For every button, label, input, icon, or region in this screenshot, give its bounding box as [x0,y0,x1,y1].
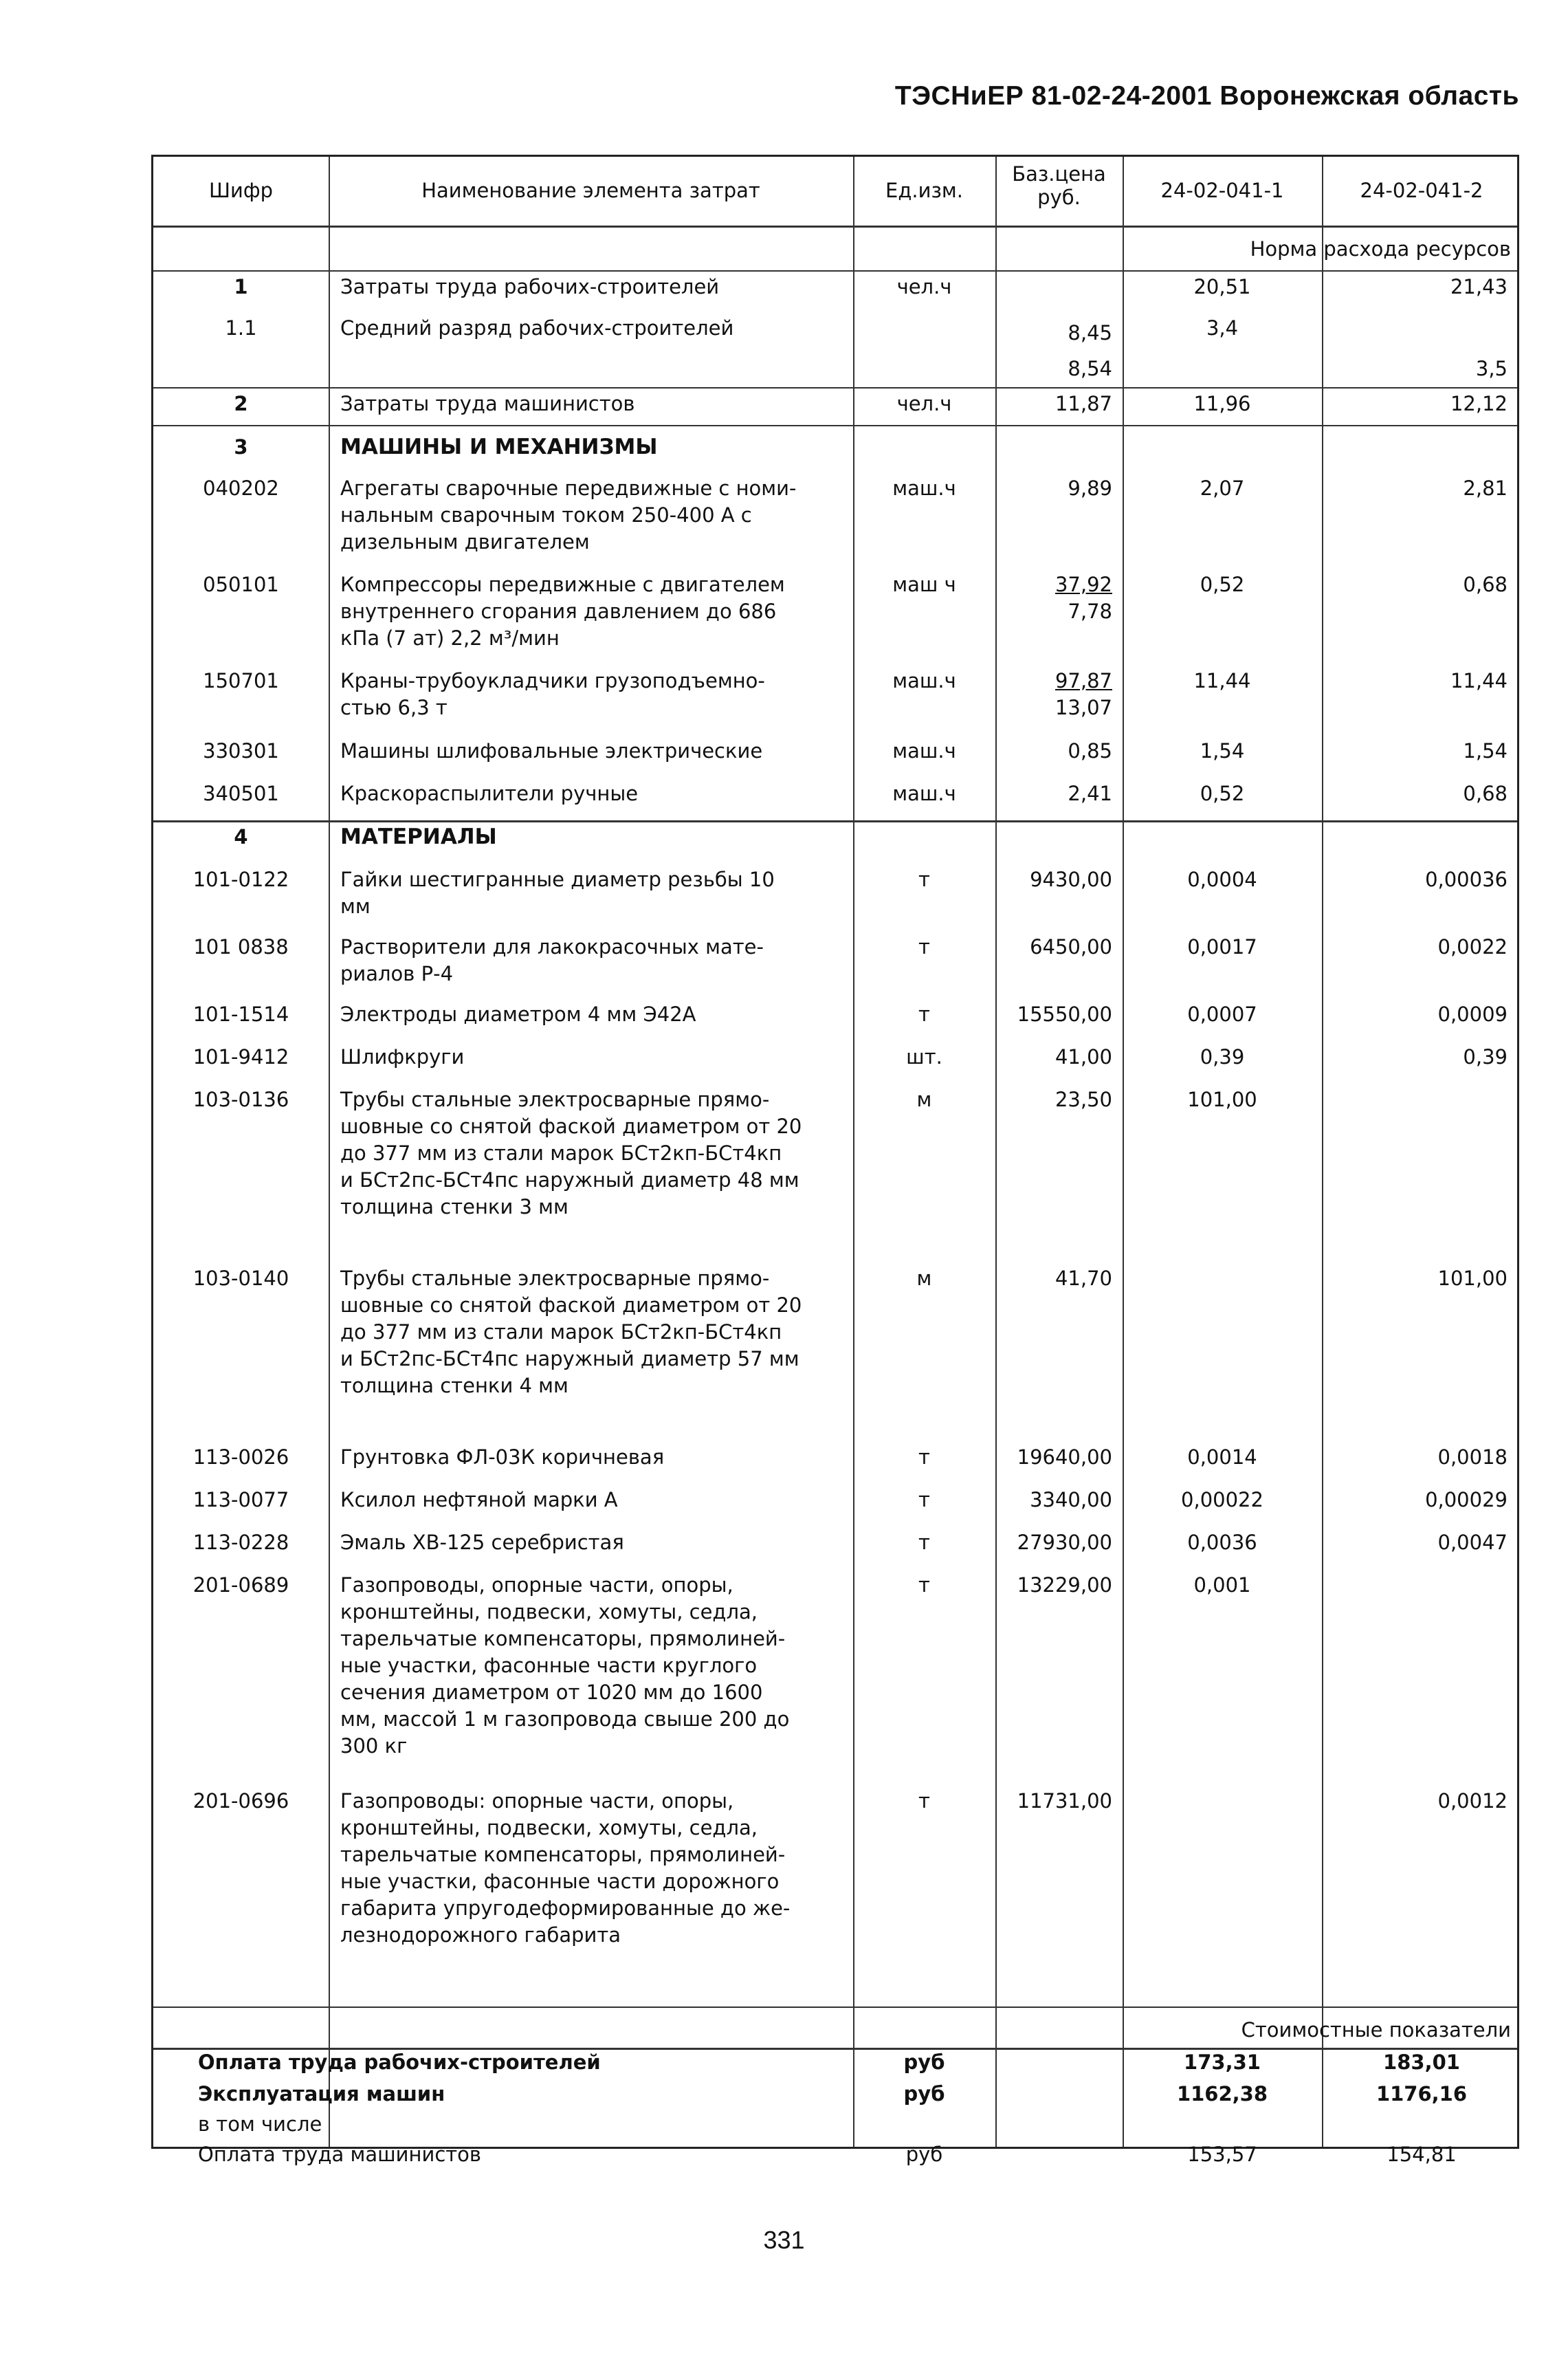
row-code: 340501 [203,782,279,805]
row-price: 15550,00 [1017,1003,1112,1026]
row-value-col1: 0,0036 [1187,1531,1257,1554]
row-value-col1: 2,07 [1200,477,1245,500]
row-unit: т [918,1488,930,1511]
column-header-code: Шифр [208,179,274,202]
row-price: 6450,00 [1030,935,1112,959]
row-value-col1: 0,39 [1200,1045,1245,1069]
row-value-col2: 0,0009 [1437,1003,1508,1026]
total-value-col2: 1176,16 [1376,2082,1468,2106]
row-code: 150701 [203,669,279,692]
row-name: Газопроводы, опорные части, опоры, кронштейны, подвески, хомуты, седла, тарельчатые компенсаторы, прямолиней- ные участки, фасонные части круглого сечения диаметром от 1020 мм до 1600 мм, массой 1 м газопровода свыше 200 до 300 кг [340,1573,790,1758]
row-value-col2: 0,0012 [1437,1789,1508,1813]
row-value-col2: 11,44 [1450,669,1508,692]
row-unit: шт. [906,1045,942,1069]
row-value-col2: 0,68 [1463,782,1508,805]
norms-header: Норма расхода ресурсов [1250,237,1511,261]
section-title: МАШИНЫ И МЕХАНИЗМЫ [340,435,658,459]
total-value-col1: 1162,38 [1176,2082,1268,2106]
row-name: Гайки шестигранные диаметр резьбы 10 мм [340,868,775,918]
row-value-col1: 0,00022 [1181,1488,1263,1511]
row-name: Машины шлифовальные электрические [340,739,763,763]
section-title: МАТЕРИАЛЫ [340,824,497,849]
row-name: Трубы стальные электросварные прямо- шовные со снятой фаской диаметром от 20 до 377 мм из стали марок БСт2кп-БСт4кп и БСт2пс-БСт4пс наружный диаметр 57 мм толщина стенки 4 мм [340,1267,802,1397]
column-divider [1322,157,1323,2147]
row-price: 37,92 [1054,573,1112,596]
row-code: 040202 [203,477,279,500]
row-unit: чел.ч [896,392,952,415]
row-code: 1.1 [225,316,257,340]
row-value-col1: 0,52 [1200,782,1245,805]
row-value-col2: 0,0022 [1437,935,1508,959]
row-name: Затраты труда рабочих-строителей [340,275,720,298]
row-name: Эмаль ХВ-125 серебристая [340,1531,624,1554]
row-price: 9,89 [1068,477,1112,500]
row-name: Газопроводы: опорные части, опоры, кронштейны, подвески, хомуты, седла, тарельчатые компенсаторы, прямолиней- ные участки, фасонные части дорожного габарита упругодеформированные до же- лезнодорожного габарита [340,1789,791,1947]
row-unit: т [918,1531,930,1554]
row-unit: чел.ч [896,275,952,298]
total-unit: руб [903,2082,945,2106]
row-price: 11731,00 [1017,1789,1112,1813]
row-price: 3340,00 [1030,1488,1112,1511]
total-label: Оплата труда машинистов [198,2143,481,2166]
column-divider [329,157,330,2147]
row-unit: т [918,1445,930,1469]
row-code: 103-0140 [192,1267,289,1290]
row-unit: маш.ч [892,782,956,805]
row-name: Ксилол нефтяной марки А [340,1488,618,1511]
row-price: 8,45 8,54 [1068,321,1112,380]
section-code: 3 [234,435,248,459]
total-label: Эксплуатация машин [198,2082,445,2106]
row-price-secondary: 7,78 [1068,600,1112,623]
row-value-col1: 1,54 [1200,739,1245,763]
row-name: Агрегаты сварочные передвижные с номи- нальным сварочным током 250-400 А с дизельным двигателем [340,477,797,554]
total-value-col2: 154,81 [1387,2143,1457,2166]
row-price-secondary: 13,07 [1054,696,1112,719]
row-name: Грунтовка ФЛ-03К коричневая [340,1445,665,1469]
row-value-col2: 21,43 [1450,275,1508,298]
row-price: 11,87 [1054,392,1112,415]
section-divider [153,425,1517,426]
row-value-col2: 0,39 [1463,1045,1508,1069]
total-unit: руб [905,2143,943,2166]
row-value-col1: 0,001 [1193,1573,1251,1597]
row-price: 13229,00 [1017,1573,1112,1597]
row-value-col2: 0,0018 [1437,1445,1508,1469]
row-value-col2: 0,0047 [1437,1531,1508,1554]
row-code: 101-1514 [192,1003,289,1026]
row-value-col1: 11,44 [1193,669,1251,692]
row-value-col1: 20,51 [1193,275,1251,298]
row-name: Растворители для лакокрасочных мате- риалов Р-4 [340,935,764,985]
row-name: Краскораспылители ручные [340,782,639,805]
section-divider [153,270,1517,272]
column-header-price: Баз.цена руб. [1012,162,1106,209]
row-value-col1: 0,52 [1200,573,1245,596]
row-code: 103-0136 [192,1088,289,1111]
row-value-col2: 0,00036 [1425,868,1508,891]
row-code: 101-0122 [192,868,289,891]
row-code: 201-0696 [192,1789,289,1813]
row-code: 113-0228 [192,1531,289,1554]
row-value-col2: 12,12 [1450,392,1508,415]
page-number: 331 [763,2226,805,2254]
row-code: 050101 [203,573,279,596]
row-name: Средний разряд рабочих-строителей [340,316,734,340]
row-unit: т [918,868,930,891]
row-price: 41,00 [1054,1045,1112,1069]
section-divider [153,2006,1517,2008]
row-name: Трубы стальные электросварные прямо- шовные со снятой фаской диаметром от 20 до 377 мм из стали марок БСт2кп-БСт4кп и БСт2пс-БСт4пс наружный диаметр 48 мм толщина стенки 3 мм [340,1088,802,1218]
total-label: Оплата труда рабочих-строителей [198,2051,601,2074]
cost-header: Стоимостные показатели [1241,2018,1511,2042]
row-value-col2: 0,00029 [1425,1488,1508,1511]
row-price: 2,41 [1068,782,1112,805]
row-value-col2: 1,54 [1463,739,1508,763]
row-unit: т [918,1003,930,1026]
row-price: 19640,00 [1017,1445,1112,1469]
row-code: 201-0689 [192,1573,289,1597]
row-price: 23,50 [1054,1088,1112,1111]
row-code: 330301 [203,739,279,763]
total-value-col1: 153,57 [1187,2143,1257,2166]
row-price: 9430,00 [1030,868,1112,891]
total-unit: руб [903,2051,945,2074]
section-divider [153,820,1517,822]
row-code: 113-0077 [192,1488,289,1511]
row-price: 0,85 [1068,739,1112,763]
row-unit: маш.ч [892,669,956,692]
column-header-col1: 24-02-041-1 [1160,179,1284,202]
row-name: Электроды диаметром 4 мм Э42А [340,1003,696,1026]
row-value-col1: 11,96 [1193,392,1251,415]
row-code: 1 [234,275,248,298]
row-code: 113-0026 [192,1445,289,1469]
row-value-col1: 0,0007 [1187,1003,1257,1026]
row-name: Затраты труда машинистов [340,392,635,415]
row-value-col2: 0,68 [1463,573,1508,596]
column-header-col2: 24-02-041-2 [1360,179,1483,202]
row-price: 97,87 [1054,669,1112,692]
section-divider [153,387,1517,389]
row-unit: т [918,1789,930,1813]
row-value-col1: 101,00 [1187,1088,1257,1111]
total-value-col2: 183,01 [1383,2051,1460,2074]
row-code: 2 [234,392,248,415]
row-value-col1: 3,4 [1206,316,1239,340]
row-unit: т [918,935,930,959]
total-value-col1: 173,31 [1184,2051,1261,2074]
column-divider [1123,157,1124,2147]
row-unit: м [916,1267,932,1290]
page-header: ТЭСНиЕР 81-02-24-2001 Воронежская область [894,81,1519,111]
row-value-col2: 2,81 [1463,477,1508,500]
row-unit: т [918,1573,930,1597]
row-code: 101 0838 [193,935,289,959]
row-price: 41,70 [1054,1267,1112,1290]
column-header-unit: Ед.изм. [885,179,963,202]
row-value-col2: 101,00 [1437,1267,1508,1290]
row-value-col2: 3,5 [1475,357,1508,380]
row-value-col1: 0,0004 [1187,868,1257,891]
row-unit: маш.ч [892,477,956,500]
row-name: Компрессоры передвижные с двигателем внутреннего сгорания давлением до 686 кПа (7 ат) 2,2 м³/мин [340,573,785,650]
row-unit: маш ч [892,573,956,596]
row-name: Краны-трубоукладчики грузоподъемно- стью 6,3 т [340,669,765,719]
total-label: в том числе [198,2112,322,2136]
row-unit: маш.ч [892,739,956,763]
row-value-col1: 0,0014 [1187,1445,1257,1469]
row-price: 27930,00 [1017,1531,1112,1554]
resource-table [151,155,1519,2166]
row-unit: м [916,1088,932,1111]
row-code: 101-9412 [192,1045,289,1069]
column-header-name: Наименование элемента затрат [421,179,760,202]
section-code: 4 [234,825,248,849]
row-name: Шлифкруги [340,1045,465,1069]
row-value-col1: 0,0017 [1187,935,1257,959]
header-divider [153,226,1517,228]
